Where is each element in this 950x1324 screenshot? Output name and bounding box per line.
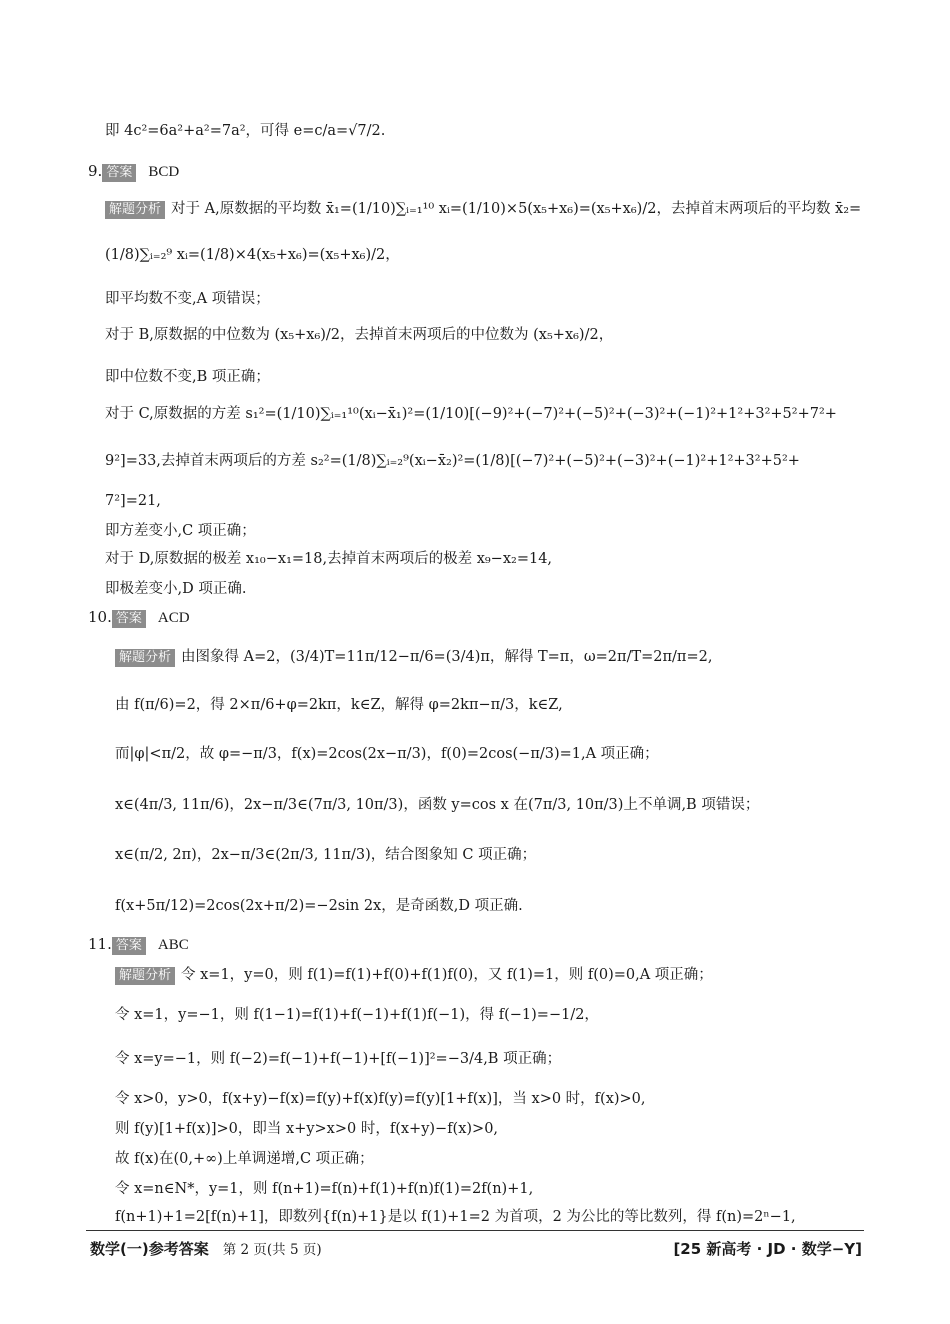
answer-tag: 答案 xyxy=(112,610,146,628)
page-number: 第 2 页(共 5 页) xyxy=(222,1242,322,1258)
analysis-line: f(x+5π/12)=2cos(2x+π/2)=−2sin 2x，是奇函数,D 项正确. xyxy=(115,898,523,914)
analysis-line: 即平均数不变,A 项错误； xyxy=(105,291,270,307)
continuation-line: 即 4c²=6a²+a²=7a²，可得 e=c/a=√7/2. xyxy=(105,123,386,139)
question-10-header xyxy=(88,608,190,628)
analysis-line: f(n+1)+1=2[f(n)+1]，即数列{f(n)+1}是以 f(1)+1=2 为首项，2 为公比的等比数列，得 f(n)=2ⁿ−1, xyxy=(115,1209,796,1225)
analysis-tag: 解题分析 xyxy=(105,201,165,219)
analysis-line: 即方差变小,C 项正确； xyxy=(105,523,256,539)
analysis-tag: 解题分析 xyxy=(115,649,175,667)
analysis-text: 由图象得 A=2，(3/4)T=11π/12−π/6=(3/4)π，解得 T=π，ω=2π/T=2π/π=2, xyxy=(181,649,713,665)
footer-code: [25 新高考 · JD · 数学−Y] xyxy=(673,1240,862,1258)
analysis-text: 对于 A,原数据的平均数 x̄₁=(1/10)∑ᵢ₌₁¹⁰ xᵢ=(1/10)×5(x₅+x₆)=(x₅+x₆)/2，去掉首末两项后的平均数 x̄₂= xyxy=(171,201,862,217)
analysis-line: 对于 B,原数据的中位数为 (x₅+x₆)/2，去掉首末两项后的中位数为 (x₅+x₆)/2， xyxy=(105,327,614,343)
analysis-line: 即中位数不变,B 项正确； xyxy=(105,369,270,385)
footer-title: 数学(一)参考答案 xyxy=(90,1240,209,1258)
analysis-line: 9²]=33,去掉首末两项后的方差 s₂²=(1/8)∑ᵢ₌₂⁹(xᵢ−x̄₂)²=(1/8)[(−7)²+(−5)²+(−3)²+(−1)²+1²+3²+5²+ xyxy=(105,453,800,469)
footer-left xyxy=(90,1238,322,1259)
analysis-line: 令 x=y=−1，则 f(−2)=f(−1)+f(−1)+[f(−1)]²=−3/4,B 项正确； xyxy=(115,1051,562,1067)
analysis-line: 故 f(x)在(0,+∞)上单调递增,C 项正确； xyxy=(115,1151,374,1167)
answer-tag: 答案 xyxy=(102,164,136,182)
answer-value: ACD xyxy=(157,610,190,626)
answer-tag: 答案 xyxy=(112,937,146,955)
answer-value: BCD xyxy=(148,164,180,180)
analysis-line: 由 f(π/6)=2，得 2×π/6+φ=2kπ，k∈Z，解得 φ=2kπ−π/3，k∈Z, xyxy=(115,697,563,713)
question-number: 10. xyxy=(88,608,112,626)
analysis-tag: 解题分析 xyxy=(115,967,175,985)
analysis-line: 对于 C,原数据的方差 s₁²=(1/10)∑ᵢ₌₁¹⁰(xᵢ−x̄₁)²=(1/10)[(−9)²+(−7)²+(−5)²+(−3)²+(−1)²+1²+3²+5²+7²+ xyxy=(105,406,837,422)
analysis-line: 令 x=1，y=−1，则 f(1−1)=f(1)+f(−1)+f(1)f(−1)，得 f(−1)=−1/2， xyxy=(115,1007,599,1023)
analysis-line xyxy=(115,966,713,985)
analysis-line xyxy=(105,200,861,219)
analysis-line: 则 f(y)[1+f(x)]>0，即当 x+y>x>0 时，f(x+y)−f(x)>0, xyxy=(115,1121,499,1137)
question-9-header xyxy=(88,162,179,182)
analysis-line: 7²]=21, xyxy=(105,493,161,509)
question-number: 11. xyxy=(88,935,112,953)
analysis-line: 即极差变小,D 项正确. xyxy=(105,581,247,597)
analysis-line: x∈(π/2, 2π)，2x−π/3∈(2π/3, 11π/3)，结合图象知 C 项正确； xyxy=(115,847,537,863)
answer-value: ABC xyxy=(157,937,189,953)
analysis-text: 令 x=1，y=0，则 f(1)=f(1)+f(0)+f(1)f(0)，又 f(1)=1，则 f(0)=0,A 项正确； xyxy=(181,967,713,983)
question-11-header xyxy=(88,935,189,955)
analysis-line: x∈(4π/3, 11π/6)，2x−π/3∈(7π/3, 10π/3)，函数 y=cos x 在(7π/3, 10π/3)上不单调,B 项错误； xyxy=(115,797,760,813)
footer-divider xyxy=(86,1230,864,1231)
analysis-line: (1/8)∑ᵢ₌₂⁹ xᵢ=(1/8)×4(x₅+x₆)=(x₅+x₆)/2， xyxy=(105,247,400,263)
analysis-line: 令 x>0，y>0，f(x+y)−f(x)=f(y)+f(x)f(y)=f(y)[1+f(x)]，当 x>0 时，f(x)>0, xyxy=(115,1091,646,1107)
analysis-line: 对于 D,原数据的极差 x₁₀−x₁=18,去掉首末两项后的极差 x₉−x₂=14, xyxy=(105,551,553,567)
analysis-line: 而|φ|<π/2，故 φ=−π/3，f(x)=2cos(2x−π/3)，f(0)=2cos(−π/3)=1,A 项正确； xyxy=(115,746,659,762)
question-number: 9. xyxy=(88,162,103,180)
analysis-line xyxy=(115,648,712,667)
analysis-line: 令 x=n∈N*，y=1，则 f(n+1)=f(n)+f(1)+f(n)f(1)=2f(n)+1, xyxy=(115,1181,534,1197)
